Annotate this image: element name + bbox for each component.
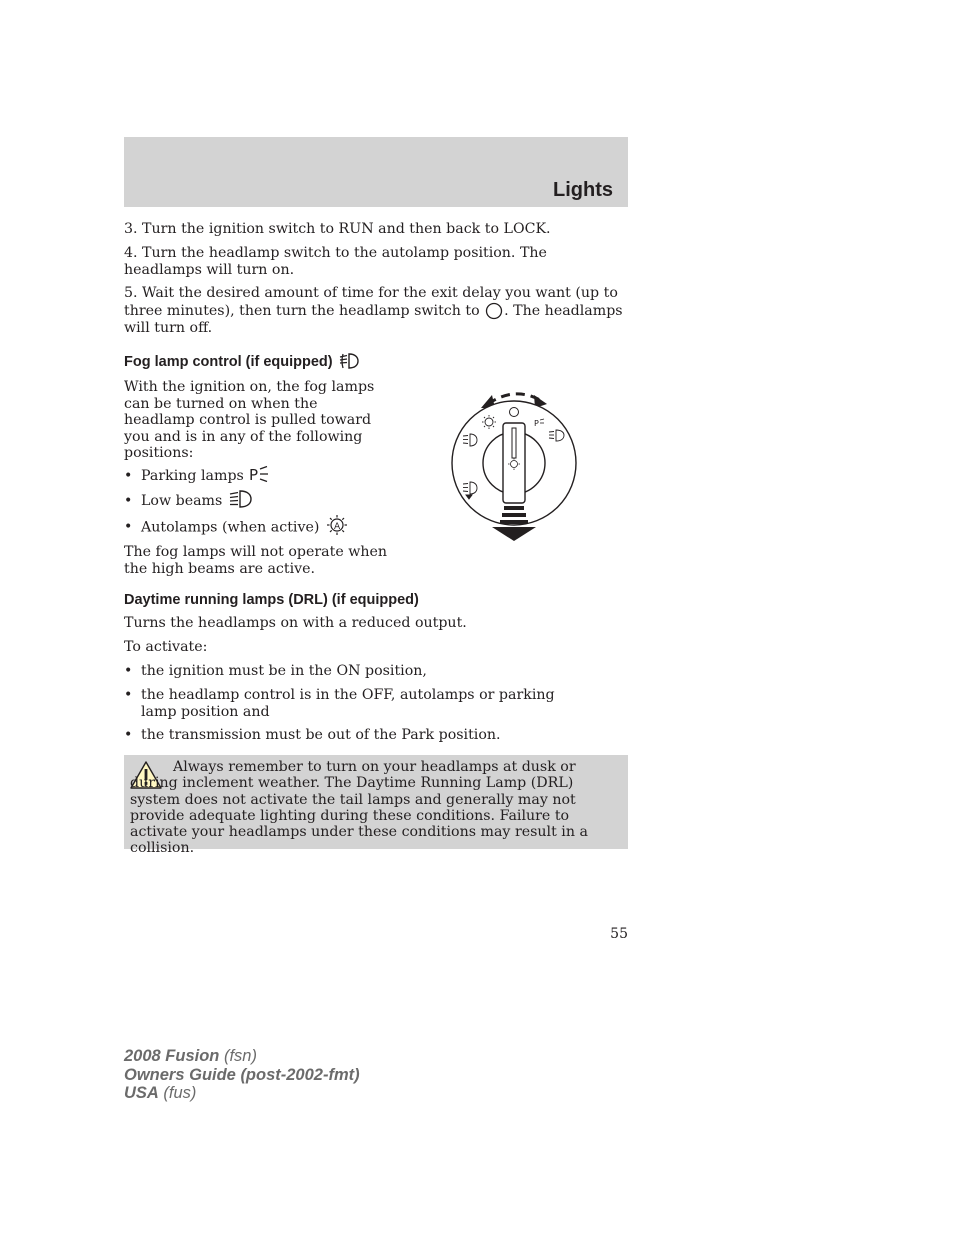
bullet-dot: •	[124, 727, 133, 743]
fog-lamp-heading-text: Fog lamp control (if equipped)	[124, 354, 333, 370]
svg-text:P: P	[249, 466, 259, 483]
autolamp-icon	[324, 514, 350, 536]
knob-grip	[503, 423, 525, 503]
fog-lamp-heading	[124, 353, 361, 371]
fog-lamp-icon	[337, 351, 361, 371]
list-item	[124, 519, 350, 537]
off-circle-icon	[484, 302, 504, 320]
bullet-dot: •	[124, 663, 133, 679]
fog-lamp-note: The fog lamps will not operate when the high beams are active.	[124, 544, 388, 577]
bullet-text: the ignition must be in the ON position,	[141, 663, 427, 679]
step-5-text: 5. Wait the desired amount of time for the exit delay you want (up to three minutes), then turn the headlamp switch to	[124, 285, 618, 319]
list-item	[124, 663, 628, 680]
list-item	[124, 687, 594, 721]
footer-line-1	[124, 1047, 360, 1066]
svg-text:A: A	[333, 522, 341, 532]
list-item	[124, 727, 628, 744]
step-5-text-end: . The headlamps will turn off.	[124, 303, 623, 336]
bullet-dot: •	[124, 493, 133, 509]
bullet-text: Autolamps (when active)	[141, 519, 320, 536]
section-title: Lights	[553, 179, 613, 201]
bullet-dot: •	[124, 687, 133, 703]
step-5	[124, 285, 628, 337]
step-3: 3. Turn the ignition switch to RUN and then back to LOCK.	[124, 221, 551, 237]
low-beam-icon	[227, 489, 253, 509]
footer-line-3	[124, 1084, 360, 1103]
bullet-dot: •	[124, 519, 133, 535]
footer-market: USA	[124, 1084, 159, 1102]
footer-market-code: (fus)	[158, 1084, 197, 1102]
headlamp-control-diagram	[448, 384, 583, 544]
footer-guide: Owners Guide (post-2002-fmt)	[124, 1065, 360, 1084]
footer-line-2	[124, 1066, 360, 1085]
step-4: 4. Turn the headlamp switch to the autolamp position. The headlamps will turn on.	[124, 245, 547, 278]
bullet-dot: •	[124, 468, 133, 484]
park-label: P	[534, 419, 539, 428]
drl-description: Turns the headlamps on with a reduced output.	[124, 615, 467, 631]
drl-heading: Daytime running lamps (DRL) (if equipped)	[124, 592, 419, 608]
warning-text: Always remember to turn on your headlamps at dusk or during inclement weather. The Daytime Running Lamp (DRL) system does not activate the tail lamps and generally may not provide adequate lighting during these conditions. Failure to activate your headlamps under these conditions may result in a collision.	[130, 759, 588, 857]
page-number: 55	[610, 926, 628, 942]
drl-activate-label: To activate:	[124, 639, 208, 655]
list-item	[124, 468, 270, 485]
list-item	[124, 493, 253, 510]
section-header	[124, 137, 628, 207]
warning-box	[124, 755, 628, 857]
bullet-text: the headlamp control is in the OFF, autolamps or parking lamp position and	[141, 687, 555, 720]
footer	[124, 1047, 360, 1103]
parking-lamps-icon	[248, 465, 270, 483]
fog-lamp-intro: With the ignition on, the fog lamps can be turned on when the headlamp control is pulled toward you and is in any of the following positions:	[124, 379, 375, 461]
footer-model-code: (fsn)	[219, 1047, 257, 1065]
bullet-text: the transmission must be out of the Park position.	[141, 727, 501, 743]
bullet-text: Parking lamps	[141, 468, 244, 484]
footer-model: 2008 Fusion	[124, 1047, 220, 1065]
bullet-text: Low beams	[141, 493, 223, 509]
